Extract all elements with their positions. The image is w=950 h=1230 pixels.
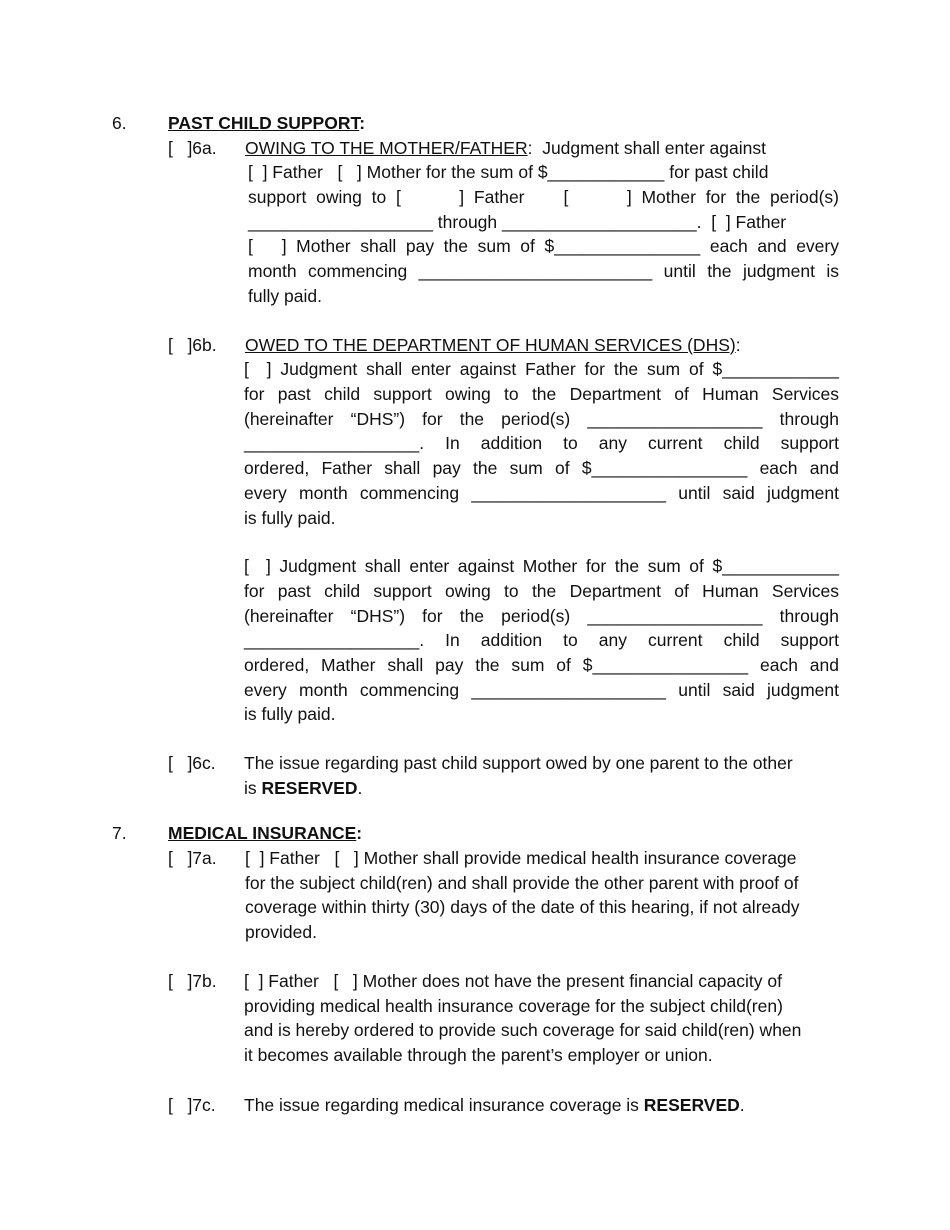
text-line: [244, 778, 362, 798]
text-line: [ ] Father [ ] Mother does not have the present financial capacity of: [244, 971, 782, 991]
section-number: 6.: [112, 113, 127, 133]
text-line: (hereinafter “DHS”) for the period(s) __________________ through: [244, 409, 839, 429]
text-line: [244, 1095, 745, 1115]
subsection-heading-6a: [245, 138, 766, 158]
section-heading-text: PAST CHILD SUPPORT: [168, 113, 360, 133]
text-line: is fully paid.: [244, 704, 336, 724]
text-line: [ ] Father [ ] Mother for the sum of $____________ for past child: [248, 162, 769, 182]
text-line: [ ] Judgment shall enter against Mother for the sum of $____________: [244, 556, 839, 576]
reserved-label: RESERVED: [261, 778, 358, 798]
text-line: [ ] Mother shall pay the sum of $_______________ each and every: [248, 236, 839, 256]
text-line: The issue regarding past child support owed by one parent to the other: [244, 753, 793, 773]
text-line: ordered, Father shall pay the sum of $________________ each and: [244, 458, 839, 478]
heading-colon: :: [359, 113, 366, 133]
heading-colon: :: [356, 823, 363, 843]
text-line: month commencing ________________________ until the judgment is: [248, 261, 839, 281]
text-line: [ ] Father [ ] Mother shall provide medical health insurance coverage: [245, 848, 797, 868]
section-heading: [168, 113, 365, 133]
text-line: coverage within thirty (30) days of the date of this hearing, if not already: [245, 897, 800, 917]
text-fragment: The issue regarding medical insurance coverage is: [244, 1095, 644, 1115]
section-heading: [168, 823, 362, 843]
text-line: for past child support owing to the Department of Human Services: [244, 581, 839, 601]
checkbox-6b[interactable]: [ ]6b.: [168, 335, 217, 355]
text-line: every month commencing ____________________ until said judgment: [244, 680, 839, 700]
checkbox-6c[interactable]: [ ]6c.: [168, 753, 216, 773]
subsection-heading-6b: [245, 335, 741, 355]
checkbox-7c[interactable]: [ ]7c.: [168, 1095, 216, 1115]
checkbox-6a[interactable]: [ ]6a.: [168, 138, 217, 158]
checkbox-7b[interactable]: [ ]7b.: [168, 971, 217, 991]
text-line: providing medical health insurance coverage for the subject child(ren): [244, 996, 783, 1016]
text-line: for past child support owing to the Department of Human Services: [244, 384, 839, 404]
text-line: every month commencing ____________________ until said judgment: [244, 483, 839, 503]
text-fragment: is: [244, 778, 262, 798]
text-line: for the subject child(ren) and shall provide the other parent with proof of: [245, 873, 799, 893]
heading-tail: : Judgment shall enter against: [527, 138, 766, 158]
text-line: it becomes available through the parent’s employer or union.: [244, 1045, 713, 1065]
text-line: provided.: [245, 922, 317, 942]
text-line: and is hereby ordered to provide such coverage for said child(ren) when: [244, 1020, 802, 1040]
text-line: fully paid.: [248, 286, 322, 306]
text-line: __________________. In addition to any current child support: [244, 630, 839, 650]
text-fragment: .: [357, 778, 363, 798]
heading-text: OWING TO THE MOTHER/FATHER: [245, 138, 528, 158]
section-heading-text: MEDICAL INSURANCE: [168, 823, 357, 843]
text-line: __________________. In addition to any current child support: [244, 433, 839, 453]
text-fragment: .: [739, 1095, 745, 1115]
section-number: 7.: [112, 823, 127, 843]
text-line: support owing to [ ] Father [ ] Mother for the period(s): [248, 187, 839, 207]
heading-tail: :: [735, 335, 741, 355]
reserved-label: RESERVED: [643, 1095, 740, 1115]
text-line: (hereinafter “DHS”) for the period(s) __________________ through: [244, 606, 839, 626]
heading-text: OWED TO THE DEPARTMENT OF HUMAN SERVICES (DHS): [245, 335, 736, 355]
text-line: [ ] Judgment shall enter against Father for the sum of $____________: [244, 359, 839, 379]
checkbox-7a[interactable]: [ ]7a.: [168, 848, 217, 868]
text-line: is fully paid.: [244, 508, 336, 528]
text-line: ordered, Mather shall pay the sum of $________________ each and: [244, 655, 839, 675]
text-line: ___________________ through ____________________. [ ] Father: [248, 212, 787, 232]
